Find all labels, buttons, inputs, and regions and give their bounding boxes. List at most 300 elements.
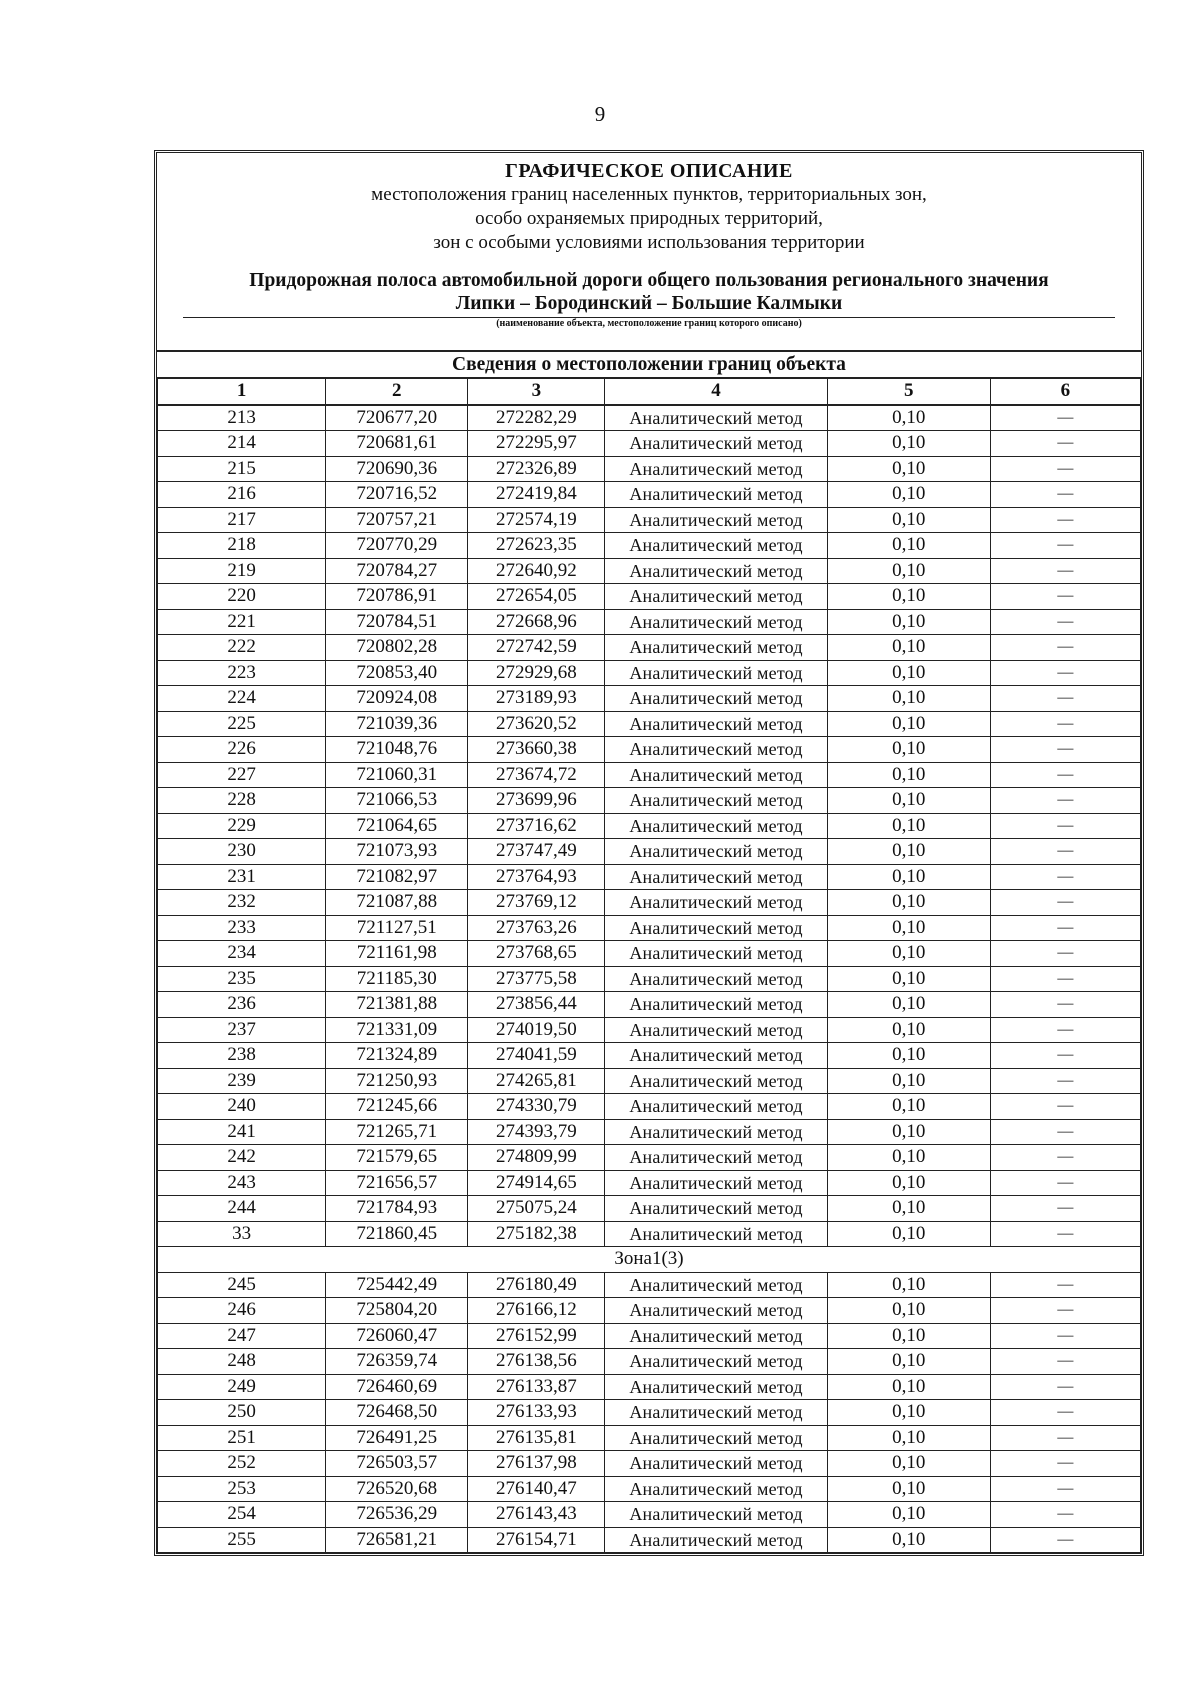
- accuracy-cell: 0,10: [827, 890, 990, 916]
- table-row: [158, 1502, 1141, 1528]
- x-coordinate-cell: 726503,57: [326, 1451, 468, 1477]
- x-coordinate-cell: 721048,76: [326, 737, 468, 763]
- x-coordinate-cell: 720924,08: [326, 686, 468, 712]
- note-cell: —: [990, 1298, 1140, 1324]
- y-coordinate-cell: 273763,26: [468, 915, 605, 941]
- accuracy-cell: 0,10: [827, 1017, 990, 1043]
- table-row: [158, 482, 1141, 508]
- note-cell: —: [990, 533, 1140, 559]
- y-coordinate-cell: 276138,56: [468, 1349, 605, 1375]
- zone-section: [158, 1247, 1141, 1273]
- x-coordinate-cell: 725804,20: [326, 1298, 468, 1324]
- point-number-cell: 248: [158, 1349, 326, 1375]
- y-coordinate-cell: 273716,62: [468, 813, 605, 839]
- column-header: 5: [827, 378, 990, 405]
- x-coordinate-cell: 720716,52: [326, 482, 468, 508]
- x-coordinate-cell: 721060,31: [326, 762, 468, 788]
- x-coordinate-cell: 726359,74: [326, 1349, 468, 1375]
- y-coordinate-cell: 273189,93: [468, 686, 605, 712]
- x-coordinate-cell: 726460,69: [326, 1374, 468, 1400]
- method-cell: Аналитический метод: [605, 1094, 827, 1120]
- x-coordinate-cell: 721082,97: [326, 864, 468, 890]
- accuracy-cell: 0,10: [827, 507, 990, 533]
- table-body-part1: [158, 405, 1141, 1247]
- note-cell: —: [990, 1043, 1140, 1069]
- note-cell: —: [990, 1272, 1140, 1298]
- table-row: [158, 1170, 1141, 1196]
- table-row: [158, 1400, 1141, 1426]
- x-coordinate-cell: 721324,89: [326, 1043, 468, 1069]
- x-coordinate-cell: 720784,27: [326, 558, 468, 584]
- y-coordinate-cell: 272282,29: [468, 405, 605, 431]
- note-cell: —: [990, 482, 1140, 508]
- column-header: 4: [605, 378, 827, 405]
- accuracy-cell: 0,10: [827, 1400, 990, 1426]
- table-row: [158, 737, 1141, 763]
- y-coordinate-cell: 273674,72: [468, 762, 605, 788]
- x-coordinate-cell: 721381,88: [326, 992, 468, 1018]
- point-number-cell: 243: [158, 1170, 326, 1196]
- object-name-line-2: Липки – Бородинский – Большие Калмыки: [455, 293, 843, 314]
- point-number-cell: 216: [158, 482, 326, 508]
- x-coordinate-cell: 721250,93: [326, 1068, 468, 1094]
- x-coordinate-cell: 721039,36: [326, 711, 468, 737]
- method-cell: Аналитический метод: [605, 1425, 827, 1451]
- point-number-cell: 252: [158, 1451, 326, 1477]
- method-cell: Аналитический метод: [605, 1476, 827, 1502]
- point-number-cell: 246: [158, 1298, 326, 1324]
- x-coordinate-cell: 726060,47: [326, 1323, 468, 1349]
- note-cell: —: [990, 762, 1140, 788]
- method-cell: Аналитический метод: [605, 609, 827, 635]
- accuracy-cell: 0,10: [827, 1196, 990, 1222]
- point-number-cell: 217: [158, 507, 326, 533]
- method-cell: Аналитический метод: [605, 711, 827, 737]
- note-cell: —: [990, 584, 1140, 610]
- table-row: [158, 635, 1141, 661]
- accuracy-cell: 0,10: [827, 839, 990, 865]
- page-number: 9: [594, 102, 606, 126]
- point-number-cell: 235: [158, 966, 326, 992]
- note-cell: —: [990, 1017, 1140, 1043]
- method-cell: Аналитический метод: [605, 1017, 827, 1043]
- note-cell: —: [990, 1323, 1140, 1349]
- x-coordinate-cell: 720802,28: [326, 635, 468, 661]
- point-number-cell: 253: [158, 1476, 326, 1502]
- table-row: [158, 456, 1141, 482]
- point-number-cell: 225: [158, 711, 326, 737]
- y-coordinate-cell: 276166,12: [468, 1298, 605, 1324]
- accuracy-cell: 0,10: [827, 609, 990, 635]
- note-cell: —: [990, 1374, 1140, 1400]
- point-number-cell: 224: [158, 686, 326, 712]
- method-cell: Аналитический метод: [605, 635, 827, 661]
- method-cell: Аналитический метод: [605, 1400, 827, 1426]
- point-number-cell: 223: [158, 660, 326, 686]
- point-number-cell: 242: [158, 1145, 326, 1171]
- point-number-cell: 220: [158, 584, 326, 610]
- point-number-cell: 239: [158, 1068, 326, 1094]
- note-cell: —: [990, 1425, 1140, 1451]
- table-row: [158, 584, 1141, 610]
- accuracy-cell: 0,10: [827, 584, 990, 610]
- x-coordinate-cell: 726581,21: [326, 1527, 468, 1553]
- method-cell: Аналитический метод: [605, 660, 827, 686]
- x-coordinate-cell: 721127,51: [326, 915, 468, 941]
- y-coordinate-cell: 276180,49: [468, 1272, 605, 1298]
- accuracy-cell: 0,10: [827, 660, 990, 686]
- x-coordinate-cell: 721579,65: [326, 1145, 468, 1171]
- table-row: [158, 941, 1141, 967]
- table-row: [158, 1272, 1141, 1298]
- x-coordinate-cell: 721087,88: [326, 890, 468, 916]
- accuracy-cell: 0,10: [827, 992, 990, 1018]
- method-cell: Аналитический метод: [605, 1145, 827, 1171]
- method-cell: Аналитический метод: [605, 1349, 827, 1375]
- point-number-cell: 247: [158, 1323, 326, 1349]
- table-body-part2: [158, 1272, 1141, 1553]
- accuracy-cell: 0,10: [827, 788, 990, 814]
- table-row: [158, 1017, 1141, 1043]
- table-row: [158, 1425, 1141, 1451]
- column-header: 6: [990, 378, 1140, 405]
- y-coordinate-cell: 273699,96: [468, 788, 605, 814]
- accuracy-cell: 0,10: [827, 1094, 990, 1120]
- method-cell: Аналитический метод: [605, 558, 827, 584]
- note-cell: —: [990, 1068, 1140, 1094]
- table-row: [158, 1349, 1141, 1375]
- point-number-cell: 221: [158, 609, 326, 635]
- table-row: [158, 1221, 1141, 1247]
- x-coordinate-cell: 725442,49: [326, 1272, 468, 1298]
- y-coordinate-cell: 272623,35: [468, 533, 605, 559]
- point-number-cell: 226: [158, 737, 326, 763]
- note-cell: —: [990, 992, 1140, 1018]
- x-coordinate-cell: 726491,25: [326, 1425, 468, 1451]
- note-cell: —: [990, 711, 1140, 737]
- table-row: [158, 966, 1141, 992]
- y-coordinate-cell: 276154,71: [468, 1527, 605, 1553]
- method-cell: Аналитический метод: [605, 431, 827, 457]
- point-number-cell: 233: [158, 915, 326, 941]
- y-coordinate-cell: 276133,93: [468, 1400, 605, 1426]
- column-header: 1: [158, 378, 326, 405]
- point-number-cell: 230: [158, 839, 326, 865]
- note-cell: —: [990, 890, 1140, 916]
- note-cell: —: [990, 1502, 1140, 1528]
- note-cell: —: [990, 1170, 1140, 1196]
- point-number-cell: 234: [158, 941, 326, 967]
- x-coordinate-cell: 721860,45: [326, 1221, 468, 1247]
- accuracy-cell: 0,10: [827, 966, 990, 992]
- method-cell: Аналитический метод: [605, 456, 827, 482]
- method-cell: Аналитический метод: [605, 533, 827, 559]
- method-cell: Аналитический метод: [605, 762, 827, 788]
- x-coordinate-cell: 721784,93: [326, 1196, 468, 1222]
- note-cell: —: [990, 507, 1140, 533]
- y-coordinate-cell: 273775,58: [468, 966, 605, 992]
- method-cell: Аналитический метод: [605, 1068, 827, 1094]
- document-frame: [154, 150, 1144, 1556]
- note-cell: —: [990, 1476, 1140, 1502]
- table-row: [158, 1196, 1141, 1222]
- table-row: [158, 1298, 1141, 1324]
- point-number-cell: 214: [158, 431, 326, 457]
- x-coordinate-cell: 721656,57: [326, 1170, 468, 1196]
- point-number-cell: 213: [158, 405, 326, 431]
- table-row: [158, 533, 1141, 559]
- y-coordinate-cell: 273856,44: [468, 992, 605, 1018]
- method-cell: Аналитический метод: [605, 839, 827, 865]
- accuracy-cell: 0,10: [827, 1272, 990, 1298]
- y-coordinate-cell: 273764,93: [468, 864, 605, 890]
- method-cell: Аналитический метод: [605, 584, 827, 610]
- x-coordinate-cell: 720681,61: [326, 431, 468, 457]
- note-cell: —: [990, 1527, 1140, 1553]
- subtitle-line-2: особо охраняемых природных территорий,: [475, 208, 823, 229]
- x-coordinate-cell: 721185,30: [326, 966, 468, 992]
- method-cell: Аналитический метод: [605, 788, 827, 814]
- x-coordinate-cell: 720770,29: [326, 533, 468, 559]
- y-coordinate-cell: 274393,79: [468, 1119, 605, 1145]
- x-coordinate-cell: 720677,20: [326, 405, 468, 431]
- method-cell: Аналитический метод: [605, 405, 827, 431]
- method-cell: Аналитический метод: [605, 507, 827, 533]
- accuracy-cell: 0,10: [827, 1349, 990, 1375]
- subtitle-line-3: зон с особыми условиями использования территории: [433, 232, 865, 253]
- point-number-cell: 254: [158, 1502, 326, 1528]
- point-number-cell: 240: [158, 1094, 326, 1120]
- table-row: [158, 609, 1141, 635]
- y-coordinate-cell: 276133,87: [468, 1374, 605, 1400]
- table-row: [158, 507, 1141, 533]
- accuracy-cell: 0,10: [827, 405, 990, 431]
- note-cell: —: [990, 1094, 1140, 1120]
- note-cell: —: [990, 1221, 1140, 1247]
- y-coordinate-cell: 272668,96: [468, 609, 605, 635]
- y-coordinate-cell: 272640,92: [468, 558, 605, 584]
- y-coordinate-cell: 274265,81: [468, 1068, 605, 1094]
- x-coordinate-cell: 721073,93: [326, 839, 468, 865]
- title-block: [157, 153, 1141, 330]
- table-row: [158, 890, 1141, 916]
- method-cell: Аналитический метод: [605, 1527, 827, 1553]
- accuracy-cell: 0,10: [827, 1170, 990, 1196]
- note-cell: —: [990, 915, 1140, 941]
- method-cell: Аналитический метод: [605, 966, 827, 992]
- accuracy-cell: 0,10: [827, 941, 990, 967]
- y-coordinate-cell: 275075,24: [468, 1196, 605, 1222]
- point-number-cell: 241: [158, 1119, 326, 1145]
- x-coordinate-cell: 721161,98: [326, 941, 468, 967]
- accuracy-cell: 0,10: [827, 1374, 990, 1400]
- accuracy-cell: 0,10: [827, 737, 990, 763]
- method-cell: Аналитический метод: [605, 813, 827, 839]
- note-cell: —: [990, 737, 1140, 763]
- method-cell: Аналитический метод: [605, 992, 827, 1018]
- point-number-cell: 227: [158, 762, 326, 788]
- y-coordinate-cell: 274809,99: [468, 1145, 605, 1171]
- accuracy-cell: 0,10: [827, 456, 990, 482]
- accuracy-cell: 0,10: [827, 1145, 990, 1171]
- subtitle-line-1: местоположения границ населенных пунктов, территориальных зон,: [371, 184, 927, 205]
- point-number-cell: 229: [158, 813, 326, 839]
- table-row: [158, 864, 1141, 890]
- note-cell: —: [990, 635, 1140, 661]
- point-number-cell: 250: [158, 1400, 326, 1426]
- point-number-cell: 232: [158, 890, 326, 916]
- table-row: [158, 558, 1141, 584]
- accuracy-cell: 0,10: [827, 864, 990, 890]
- table-row: [158, 1068, 1141, 1094]
- accuracy-cell: 0,10: [827, 635, 990, 661]
- y-coordinate-cell: 273768,65: [468, 941, 605, 967]
- accuracy-cell: 0,10: [827, 1527, 990, 1553]
- note-cell: —: [990, 1196, 1140, 1222]
- point-number-cell: 237: [158, 1017, 326, 1043]
- note-cell: —: [990, 1349, 1140, 1375]
- note-cell: —: [990, 966, 1140, 992]
- note-cell: —: [990, 1400, 1140, 1426]
- point-number-cell: 244: [158, 1196, 326, 1222]
- method-cell: Аналитический метод: [605, 1196, 827, 1222]
- point-number-cell: 245: [158, 1272, 326, 1298]
- method-cell: Аналитический метод: [605, 1221, 827, 1247]
- y-coordinate-cell: 274019,50: [468, 1017, 605, 1043]
- y-coordinate-cell: 276140,47: [468, 1476, 605, 1502]
- note-cell: —: [990, 813, 1140, 839]
- x-coordinate-cell: 720853,40: [326, 660, 468, 686]
- table-row: [158, 813, 1141, 839]
- x-coordinate-cell: 726520,68: [326, 1476, 468, 1502]
- y-coordinate-cell: 272295,97: [468, 431, 605, 457]
- note-cell: —: [990, 405, 1140, 431]
- table-row: [158, 660, 1141, 686]
- y-coordinate-cell: 276152,99: [468, 1323, 605, 1349]
- accuracy-cell: 0,10: [827, 813, 990, 839]
- x-coordinate-cell: 721066,53: [326, 788, 468, 814]
- column-header: 3: [468, 378, 605, 405]
- y-coordinate-cell: 274914,65: [468, 1170, 605, 1196]
- accuracy-cell: 0,10: [827, 1119, 990, 1145]
- method-cell: Аналитический метод: [605, 1272, 827, 1298]
- section-title: Сведения о местоположении границ объекта: [157, 350, 1141, 377]
- y-coordinate-cell: 273660,38: [468, 737, 605, 763]
- accuracy-cell: 0,10: [827, 533, 990, 559]
- y-coordinate-cell: 272419,84: [468, 482, 605, 508]
- table-row: [158, 915, 1141, 941]
- y-coordinate-cell: 273747,49: [468, 839, 605, 865]
- y-coordinate-cell: 274041,59: [468, 1043, 605, 1069]
- point-number-cell: 219: [158, 558, 326, 584]
- point-number-cell: 238: [158, 1043, 326, 1069]
- table-row: [158, 992, 1141, 1018]
- note-cell: —: [990, 788, 1140, 814]
- x-coordinate-cell: 721064,65: [326, 813, 468, 839]
- accuracy-cell: 0,10: [827, 711, 990, 737]
- zone-row: [158, 1247, 1141, 1273]
- note-cell: —: [990, 1451, 1140, 1477]
- note-cell: —: [990, 864, 1140, 890]
- accuracy-cell: 0,10: [827, 482, 990, 508]
- object-name: [167, 269, 1131, 315]
- y-coordinate-cell: 272742,59: [468, 635, 605, 661]
- accuracy-cell: 0,10: [827, 1068, 990, 1094]
- x-coordinate-cell: 721265,71: [326, 1119, 468, 1145]
- object-name-line-1: Придорожная полоса автомобильной дороги общего пользования регионального значения: [249, 270, 1049, 291]
- note-cell: —: [990, 558, 1140, 584]
- column-header: 2: [326, 378, 468, 405]
- method-cell: Аналитический метод: [605, 1119, 827, 1145]
- table-row: [158, 711, 1141, 737]
- table-row: [158, 686, 1141, 712]
- method-cell: Аналитический метод: [605, 1451, 827, 1477]
- y-coordinate-cell: 276137,98: [468, 1451, 605, 1477]
- x-coordinate-cell: 720786,91: [326, 584, 468, 610]
- accuracy-cell: 0,10: [827, 1425, 990, 1451]
- accuracy-cell: 0,10: [827, 1298, 990, 1324]
- accuracy-cell: 0,10: [827, 762, 990, 788]
- method-cell: Аналитический метод: [605, 482, 827, 508]
- method-cell: Аналитический метод: [605, 1502, 827, 1528]
- y-coordinate-cell: 272326,89: [468, 456, 605, 482]
- table-row: [158, 839, 1141, 865]
- y-coordinate-cell: 272929,68: [468, 660, 605, 686]
- note-cell: —: [990, 1119, 1140, 1145]
- method-cell: Аналитический метод: [605, 737, 827, 763]
- point-number-cell: 231: [158, 864, 326, 890]
- point-number-cell: 255: [158, 1527, 326, 1553]
- accuracy-cell: 0,10: [827, 1043, 990, 1069]
- method-cell: Аналитический метод: [605, 1323, 827, 1349]
- x-coordinate-cell: 721331,09: [326, 1017, 468, 1043]
- point-number-cell: 249: [158, 1374, 326, 1400]
- coordinates-table: [157, 377, 1141, 1553]
- note-cell: —: [990, 1145, 1140, 1171]
- method-cell: Аналитический метод: [605, 864, 827, 890]
- x-coordinate-cell: 720784,51: [326, 609, 468, 635]
- table-row: [158, 788, 1141, 814]
- accuracy-cell: 0,10: [827, 1323, 990, 1349]
- zone-label: Зона1(3): [158, 1247, 1141, 1273]
- note-cell: —: [990, 839, 1140, 865]
- y-coordinate-cell: 272654,05: [468, 584, 605, 610]
- table-row: [158, 1374, 1141, 1400]
- table-row: [158, 1476, 1141, 1502]
- method-cell: Аналитический метод: [605, 686, 827, 712]
- table-row: [158, 1323, 1141, 1349]
- x-coordinate-cell: 720690,36: [326, 456, 468, 482]
- note-cell: —: [990, 609, 1140, 635]
- table-row: [158, 1145, 1141, 1171]
- table-row: [158, 1094, 1141, 1120]
- accuracy-cell: 0,10: [827, 1476, 990, 1502]
- y-coordinate-cell: 276135,81: [468, 1425, 605, 1451]
- table-header-row: [158, 378, 1141, 405]
- x-coordinate-cell: 720757,21: [326, 507, 468, 533]
- accuracy-cell: 0,10: [827, 1451, 990, 1477]
- note-cell: —: [990, 431, 1140, 457]
- method-cell: Аналитический метод: [605, 1170, 827, 1196]
- y-coordinate-cell: 272574,19: [468, 507, 605, 533]
- accuracy-cell: 0,10: [827, 686, 990, 712]
- method-cell: Аналитический метод: [605, 890, 827, 916]
- note-cell: —: [990, 941, 1140, 967]
- note-cell: —: [990, 456, 1140, 482]
- table-row: [158, 1043, 1141, 1069]
- note-cell: —: [990, 686, 1140, 712]
- point-number-cell: 236: [158, 992, 326, 1018]
